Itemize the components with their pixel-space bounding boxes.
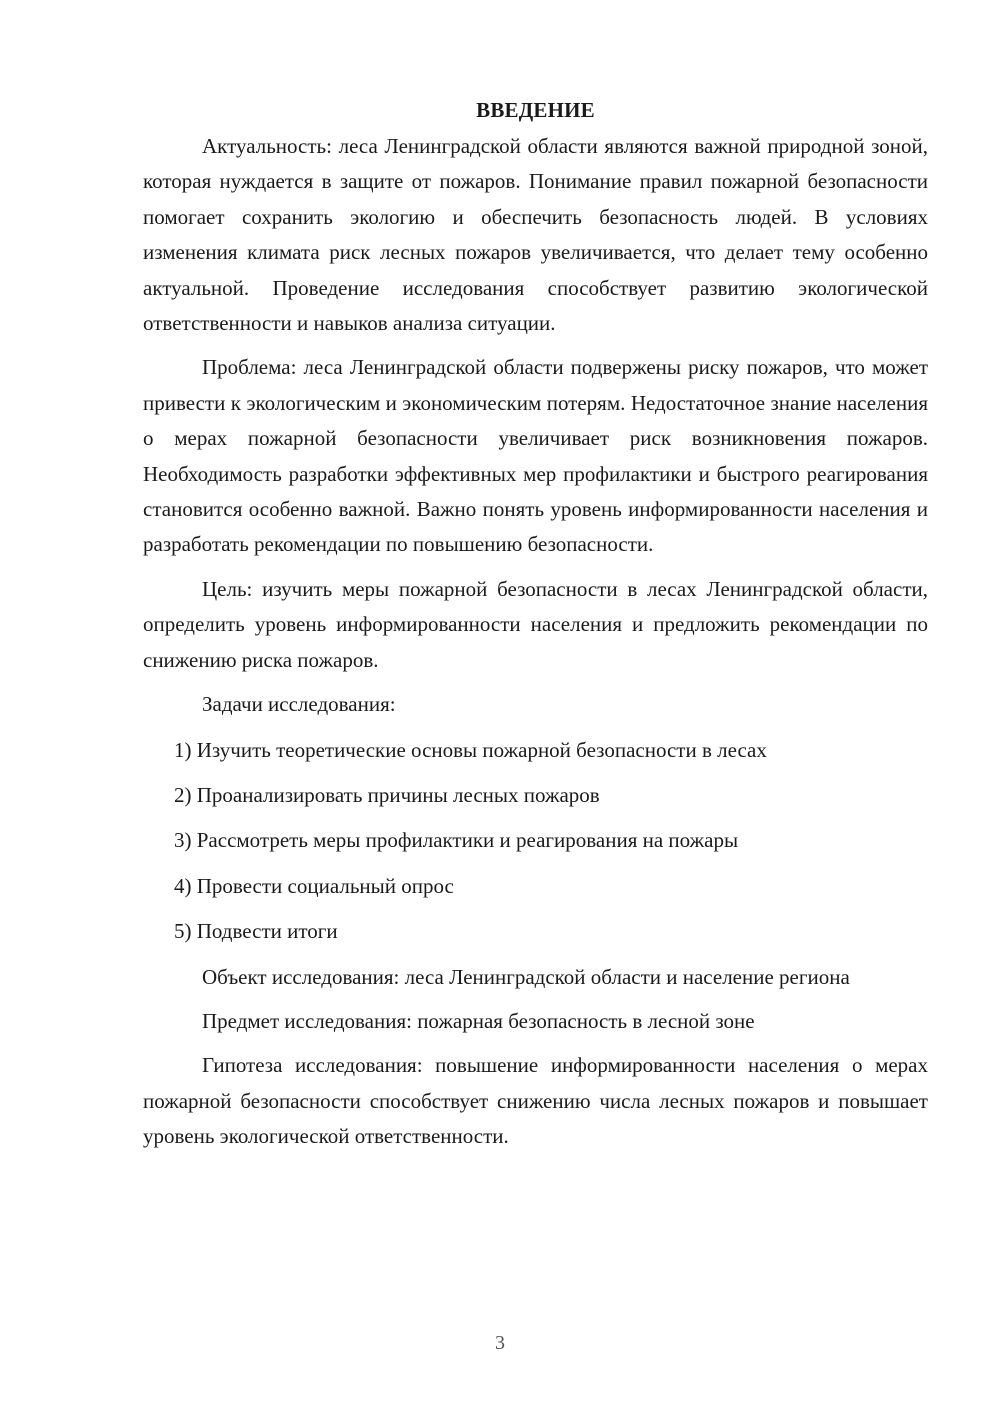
task-item: 4) Провести социальный опрос: [174, 873, 454, 898]
task-list: [143, 733, 928, 950]
subject-paragraph: Предмет исследования: пожарная безопасность в лесной зоне: [202, 1008, 755, 1033]
object-paragraph: Объект исследования: леса Ленинградской области и население региона: [202, 964, 850, 989]
task-item: 2) Проанализировать причины лесных пожаров: [174, 782, 600, 807]
task-item: 1) Изучить теоретические основы пожарной безопасности в лесах: [174, 737, 767, 762]
task-item: 3) Рассмотреть меры профилактики и реагирования на пожары: [174, 828, 739, 853]
section-heading: ВВЕДЕНИЕ: [476, 98, 595, 122]
problem-paragraph: Проблема: леса Ленинградской области подвержены риску пожаров, что может привести к экологическим и экономическим потерям. Недостаточное знание населения о мерах пожарной безопасности увеличивает риск возникновения пожаров. Необходимость разработки эффективных мер профилактики и быстрого реагирования становится особенно важной. Важно понять уровень информированности населения и разработать рекомендации по повышению безопасности.: [143, 355, 928, 557]
task-item: 5) Подвести итоги: [174, 919, 338, 944]
relevance-paragraph: Актуальность: леса Ленинградской области являются важной природной зоной, которая нуждается в защите от пожаров. Понимание правил пожарной безопасности помогает сохранить экологию и обеспечить безопасность людей. В условиях изменения климата риск лесных пожаров увеличивается, что делает тему особенно актуальной. Проведение исследования способствует развитию экологической ответственности и навыков анализа ситуации.: [143, 134, 928, 336]
goal-paragraph: Цель: изучить меры пожарной безопасности в лесах Ленинградской области, определить уровень информированности населения и предложить рекомендации по снижению риска пожаров.: [143, 576, 928, 672]
document-page: [143, 92, 928, 1164]
page-number: 3: [495, 1332, 505, 1354]
tasks-heading: Задачи исследования:: [202, 692, 396, 717]
hypothesis-paragraph: Гипотеза исследования: повышение информированности населения о мерах пожарной безопасности способствует снижению числа лесных пожаров и повышает уровень экологической ответственности.: [143, 1053, 928, 1149]
